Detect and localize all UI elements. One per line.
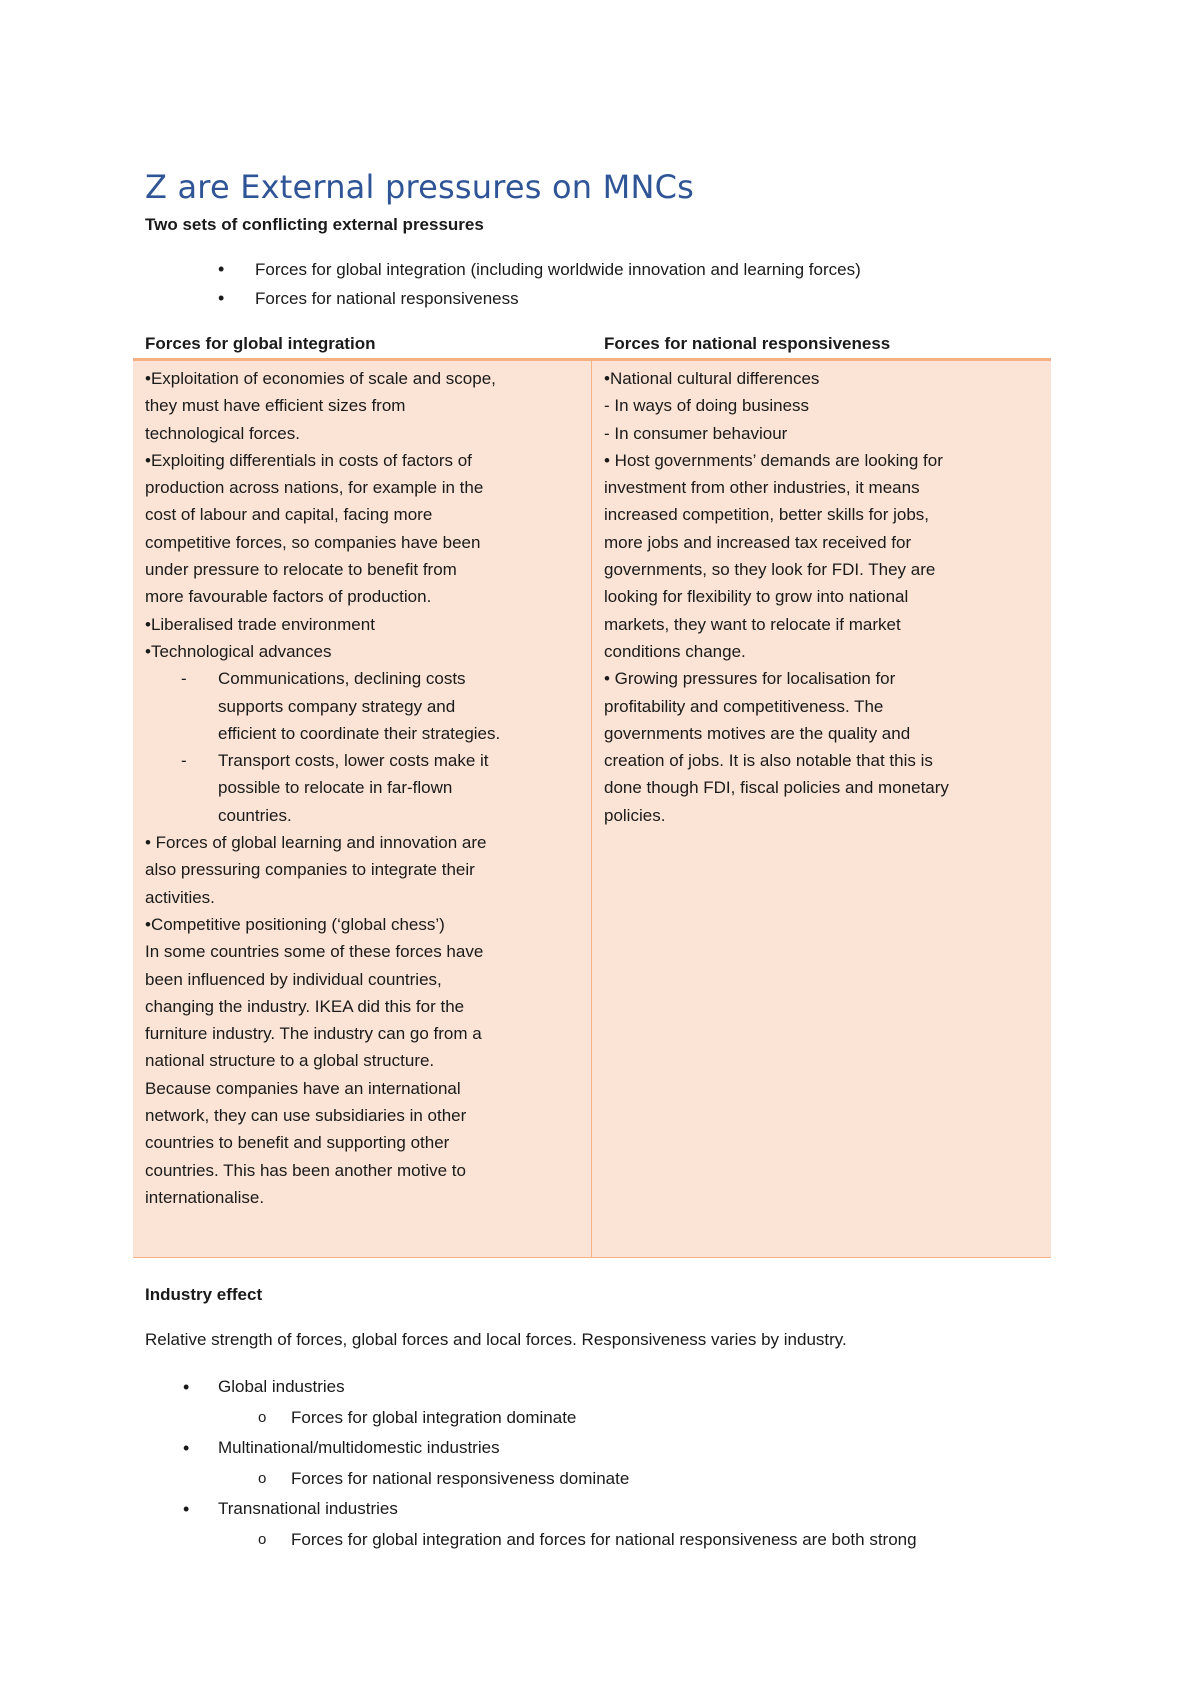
text-line: •Exploitation of economies of scale and scope, [145,369,496,388]
text-line: •Technological advances [145,641,332,661]
text-line: looking for flexibility to grow into national [604,587,909,607]
text-line: Because companies have an international [145,1078,461,1098]
text-line: • Growing pressures for localisation for [604,669,896,689]
section-heading: Industry effect [145,1285,263,1304]
text-line: supports company strategy and [218,696,456,716]
sub-list-item: o Forces for national responsiveness dominate [0,1464,917,1495]
text-line: possible to relocate in far-flown [218,778,453,798]
table-header [133,330,1051,361]
text-line: investment from other industries, it means [604,478,920,498]
text-line: conditions change. [604,641,746,661]
text-line: cost of labour and capital, facing more [145,505,433,525]
text-line: creation of jobs. It is also notable that this is [604,751,933,771]
dash-spacer [145,720,218,747]
text-line: countries. This has been another motive to [145,1160,466,1180]
text-line: national structure to a global structure. [145,1051,435,1071]
text-line: Transport costs, lower costs make it [218,751,489,771]
list-item: • Forces for global integration (including worldwide innovation and learning forces) [0,255,861,284]
text-line: changing the industry. IKEA did this for the [145,996,465,1016]
text-line: done though FDI, fiscal policies and monetary [604,778,949,798]
section-paragraph: Relative strength of forces, global forces and local forces. Responsiveness varies by industry. [145,1330,847,1349]
text-line: efficient to coordinate their strategies. [218,723,501,743]
text-line: policies. [604,805,666,825]
sub-item [145,665,579,692]
page-title: Z are External pressures on MNCs [145,168,695,206]
text-line: technological forces. [145,423,300,443]
list-item: • Multinational/multidomestic industries [0,1433,917,1464]
list-item: • Transnational industries [0,1494,917,1525]
text-line: more favourable factors of production. [145,587,432,607]
text-line: •Liberalised trade environment [145,614,375,634]
dash-spacer [145,774,218,801]
text-line: network, they can use subsidiaries in other [145,1106,467,1126]
text-line: - In ways of doing business [604,396,810,416]
text-line: In some countries some of these forces have [145,942,484,962]
text-line: governments motives are the quality and [604,723,911,743]
table-body [133,361,1051,1258]
dash-spacer [145,693,218,720]
sub-item [145,693,579,720]
dash-spacer [145,802,218,829]
header-global-integration: Forces for global integration [145,334,376,353]
text-line: they must have efficient sizes from [145,396,406,416]
national-responsiveness-cell [592,361,1051,1257]
text-line: production across nations, for example in the [145,478,484,498]
text-line: •National cultural differences [604,369,820,388]
text-line: internationalise. [145,1187,265,1207]
text-line: •Exploiting differentials in costs of factors of [145,450,472,470]
text-line: activities. [145,887,215,907]
text-line: governments, so they look for FDI. They are [604,560,936,580]
text-line: more jobs and increased tax received for [604,532,912,552]
text-line: countries to benefit and supporting other [145,1133,450,1153]
text-line: • Host governments’ demands are looking for [604,450,943,470]
subtitle: Two sets of conflicting external pressures [145,215,484,234]
text-line: furniture industry. The industry can go from a [145,1024,482,1044]
text-line: Communications, declining costs [218,669,466,689]
header-national-responsiveness: Forces for national responsiveness [604,334,891,353]
intro-bullet-list [0,255,861,313]
sub-item [145,747,579,774]
sub-item [145,720,579,747]
dash-marker: - [181,669,187,689]
sub-list-item: o Forces for global integration and forces for national responsiveness are both strong [0,1525,917,1556]
text-line: profitability and competitiveness. The [604,696,884,716]
global-integration-cell [133,361,592,1257]
sub-list-item: o Forces for global integration dominate [0,1403,917,1434]
text-line: also pressuring companies to integrate their [145,860,475,880]
sub-item [145,802,579,829]
dash-marker: - [181,751,187,771]
text-line: been influenced by individual countries, [145,969,442,989]
text-line: countries. [218,805,292,825]
sub-item [145,774,579,801]
list-item: • Forces for national responsiveness [0,284,861,313]
text-line: • Forces of global learning and innovation are [145,833,487,853]
text-line: - In consumer behaviour [604,423,788,443]
text-line: markets, they want to relocate if market [604,614,901,634]
industry-list [0,1372,917,1555]
text-line: competitive forces, so companies have been [145,532,481,552]
text-line: increased competition, better skills for jobs, [604,505,930,525]
forces-table [133,330,1051,1258]
list-item: • Global industries [0,1372,917,1403]
text-line: •Competitive positioning (‘global chess’) [145,914,445,934]
text-line: under pressure to relocate to benefit from [145,560,457,580]
